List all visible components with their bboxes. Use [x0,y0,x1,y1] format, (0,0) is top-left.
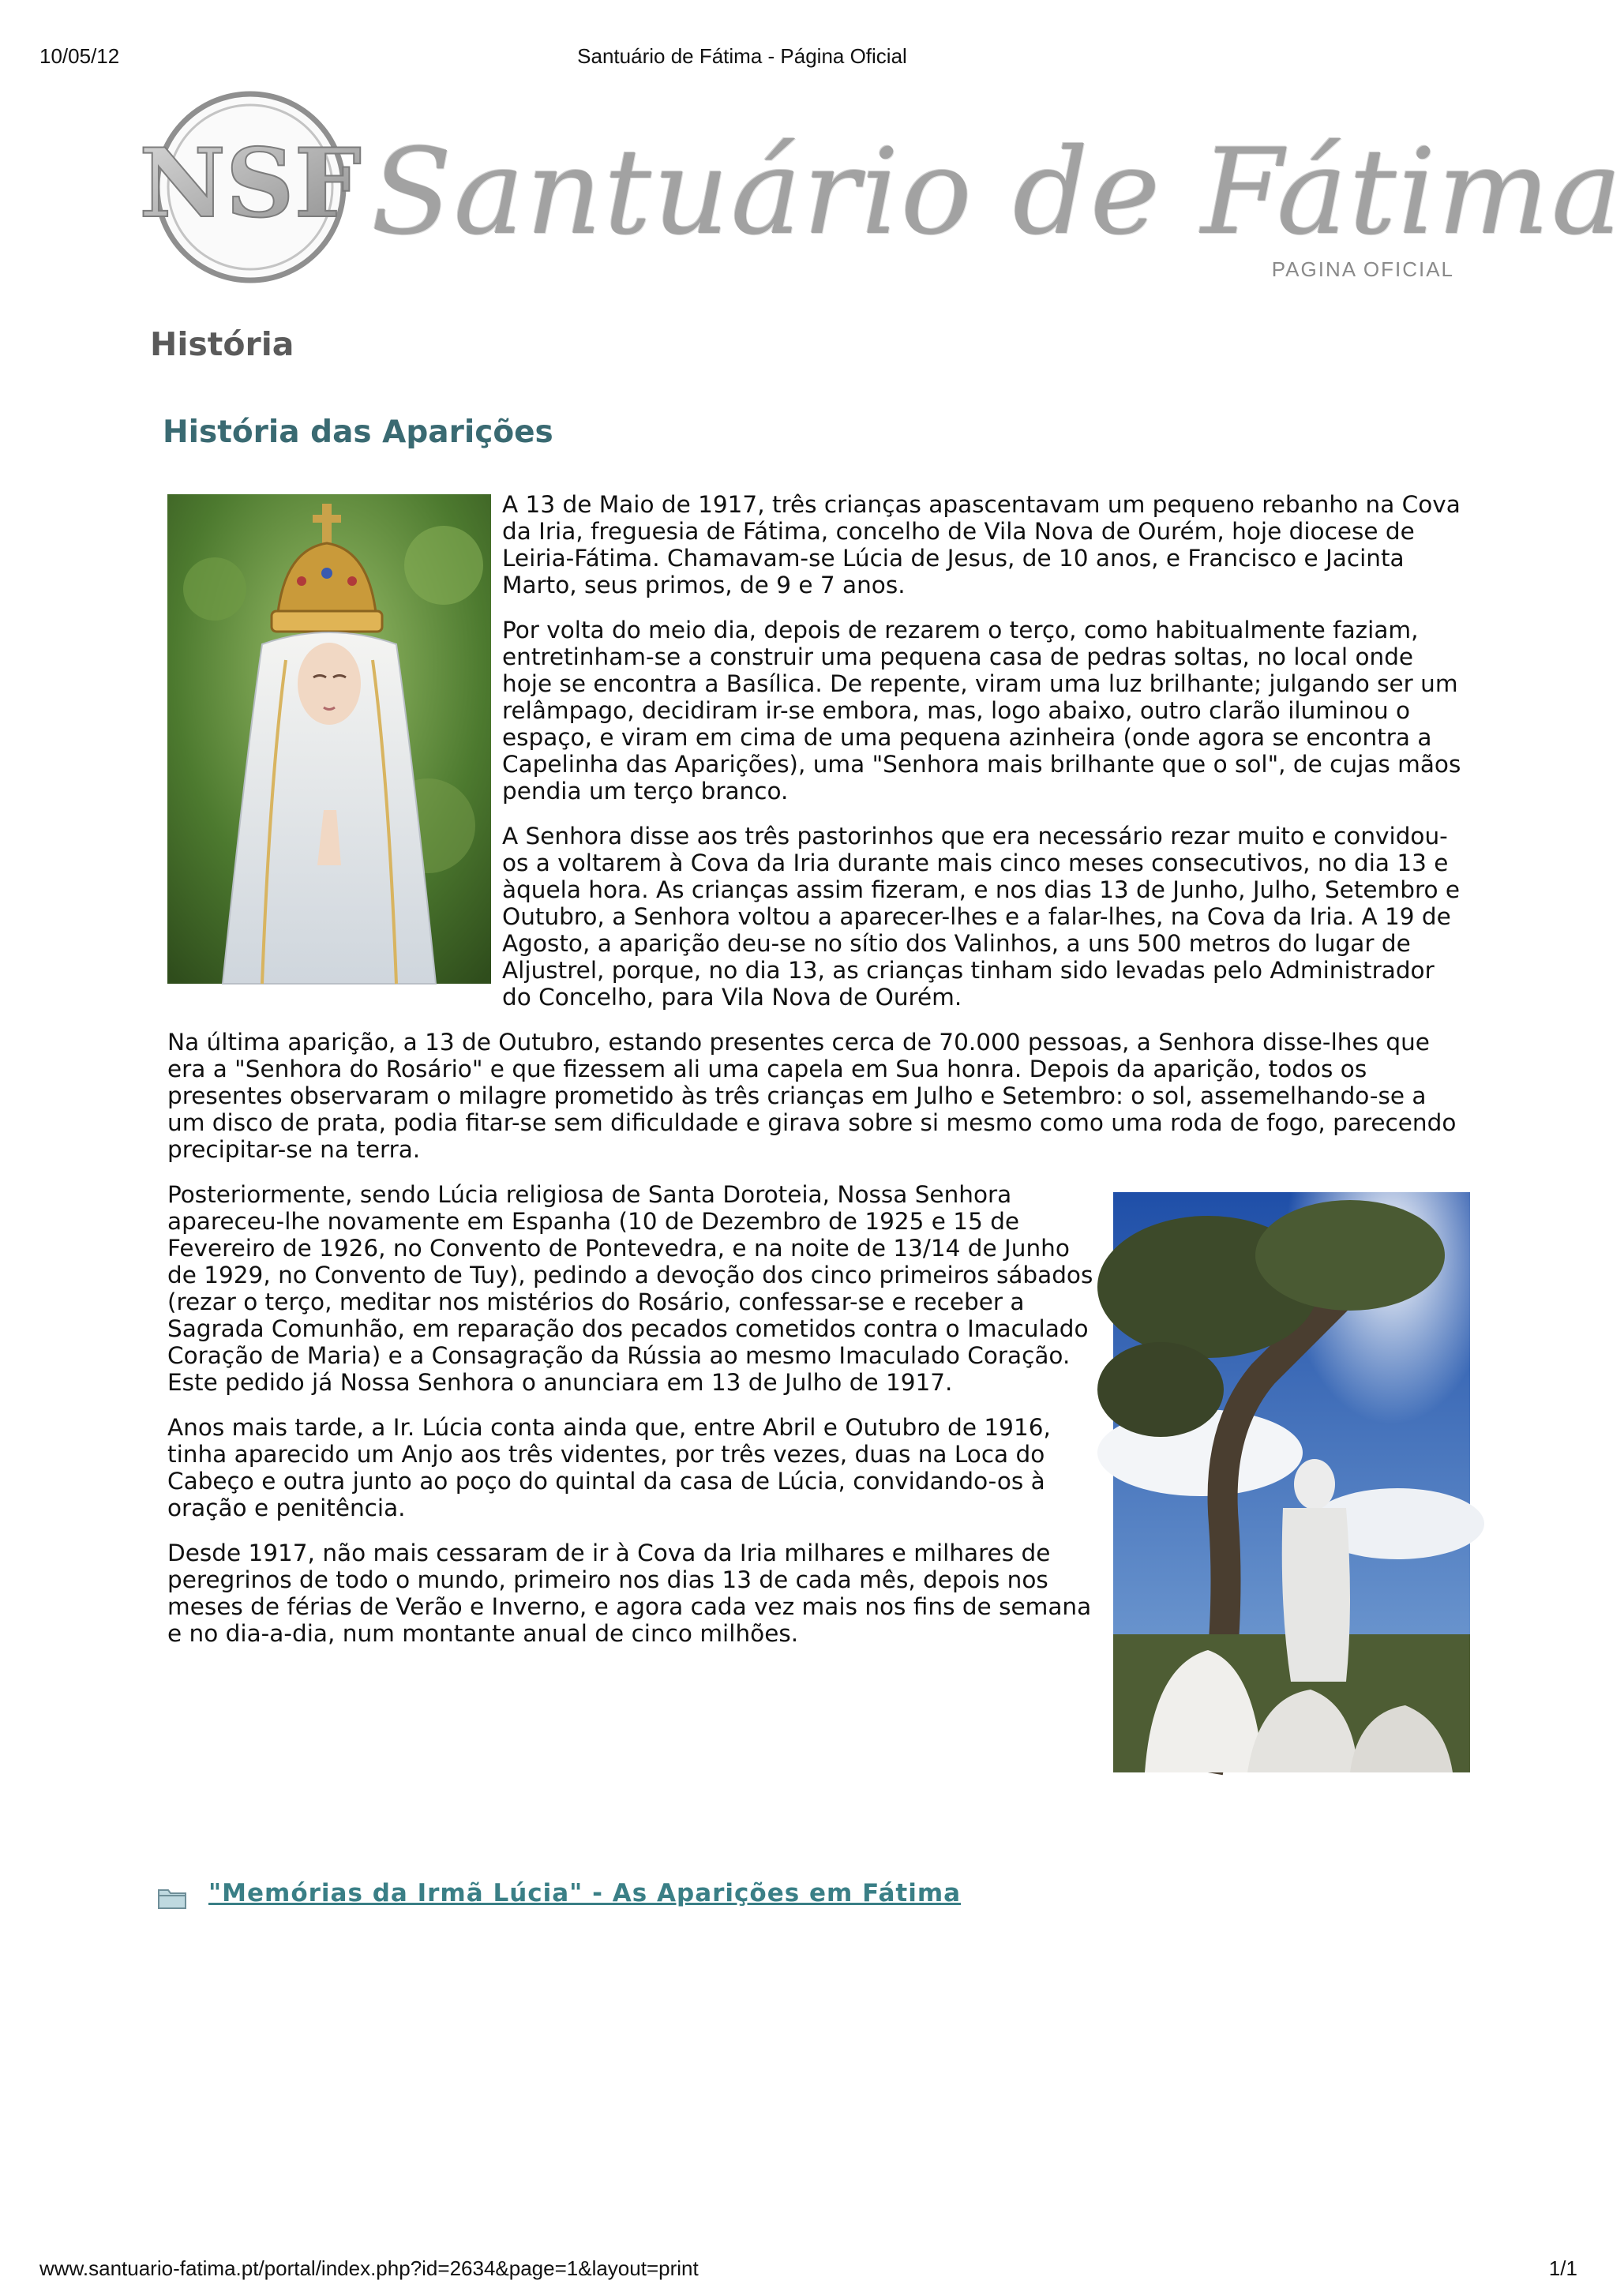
article-paragraph: Desde 1917, não mais cessaram de ir à Cova da Iria milhares e milhares de peregrinos de todo o mundo, primeiro nos dias 13 de cada mês, depois nos meses de férias de Verão e Inverno, e agora cada vez mais nos fins de semana e no dia-a-dia, num montante anual de cinco milhões. [167,1540,1092,1647]
print-date: 10/05/12 [39,44,120,68]
shepherds-monument-photo [1113,1192,1470,1772]
memoirs-link[interactable]: "Memórias da Irmã Lúcia" - As Aparições em Fátima [208,1879,962,1907]
article-paragraph: Na última aparição, a 13 de Outubro, estando presentes cerca de 70.000 pessoas, a Senhora disse-lhes que era a "Senhora do Rosário" e que fizessem ali uma capela em Sua honra. Depois da aparição, todos os presentes observaram o milagre prometido às três crianças em Julho e Setembro: o sol, assemelhando-se a um disco de prata, podia fitar-se sem dificuldade e girava sobre si mesmo como uma roda de fogo, parecendo precipitar-se na terra. [167,1029,1457,1163]
brand-subtitle: PAGINA OFICIAL [1271,257,1454,281]
article-paragraph: Anos mais tarde, a Ir. Lúcia conta ainda que, entre Abril e Outubro de 1916, tinha aparecido um Anjo aos três videntes, por três vezes, duas na Loca do Cabeço e outra junto ao poço do quintal da casa de Lúcia, convidando-os à oração e penitência. [167,1414,1051,1521]
print-header [0,44,1617,71]
article-paragraph: A 13 de Maio de 1917, três crianças apascentavam um pequeno rebanho na Cova da Iria, freguesia de Fátima, concelho de Vila Nova de Ourém, hoje diocese de Leiria-Fátima. Chamavam-se Lúcia de Jesus, de 10 anos, e Francisco e Jacinta Marto, seus primos, de 9 e 7 anos. [502,491,1461,598]
article-paragraph: Posteriormente, sendo Lúcia religiosa de Santa Doroteia, Nossa Senhora apareceu-lhe novamente em Espanha (10 de Dezembro de 1925 e 15 de Fevereiro de 1926, no Convento de Pontevedra, e na noite de 13/14 de Junho de 1929, no Convento de Tuy), pedindo a devoção dos cinco primeiros sábados (rezar o terço, meditar nos mistérios do Rosário, confessar-se e receber a Sagrada Comunhão, em reparação dos pecados cometidos contra o Imaculado Coração de Maria) e a Consagração da Rússia ao mesmo Imaculado Coração. Este pedido já Nossa Senhora o anunciara em 13 de Julho de 1917. [167,1181,1093,1396]
svg-text:NSF: NSF [139,128,362,239]
article-body [167,491,1470,1777]
sanctuary-monogram-logo [139,88,362,286]
site-banner [139,82,1624,295]
print-page-number: 1/1 [1548,2256,1577,2280]
print-url: www.santuario-fatima.pt/portal/index.php?id=2634&page=1&layout=print [39,2256,699,2280]
folder-icon [158,1885,186,1909]
article-title: História das Aparições [163,414,553,450]
article-paragraph: Por volta do meio dia, depois de rezarem o terço, como habitualmente faziam, entretinham-se a construir uma pequena casa de pedras soltas, no local onde hoje se encontra a Basílica. De repente, viram uma luz brilhante; julgando ser um relâmpago, decidiram ir-se embora, mas, logo abaixo, outro clarão iluminou o espaço, e viram em cima de uma pequena azinheira (onde agora se encontra a Capelinha das Aparições), uma "Senhora mais brilhante que o sol", de cujas mãos pendia um terço branco. [502,617,1461,805]
article-paragraph: A Senhora disse aos três pastorinhos que era necessário rezar muito e convidou-os a voltarem à Cova da Iria durante mais cinco meses consecutivos, no dia 13 e àquela hora. As crianças assim fizeram, e nos dias 13 de Junho, Julho, Setembro e Outubro, a Senhora voltou a aparecer-lhes e a falar-lhes, na Cova da Iria. A 19 de Agosto, a aparição deu-se no sítio dos Valinhos, a uns 500 metros do lugar de Aljustrel, porque, no dia 13, as crianças tinham sido levadas pelo Administrador do Concelho, para Vila Nova de Ourém. [502,823,1461,1011]
our-lady-statue-photo [167,494,491,984]
print-footer [0,2256,1617,2283]
brand-title: Santuário de Fátima [371,124,1624,261]
section-title: História [150,325,294,363]
print-page-title: Santuário de Fátima - Página Oficial [577,44,907,68]
